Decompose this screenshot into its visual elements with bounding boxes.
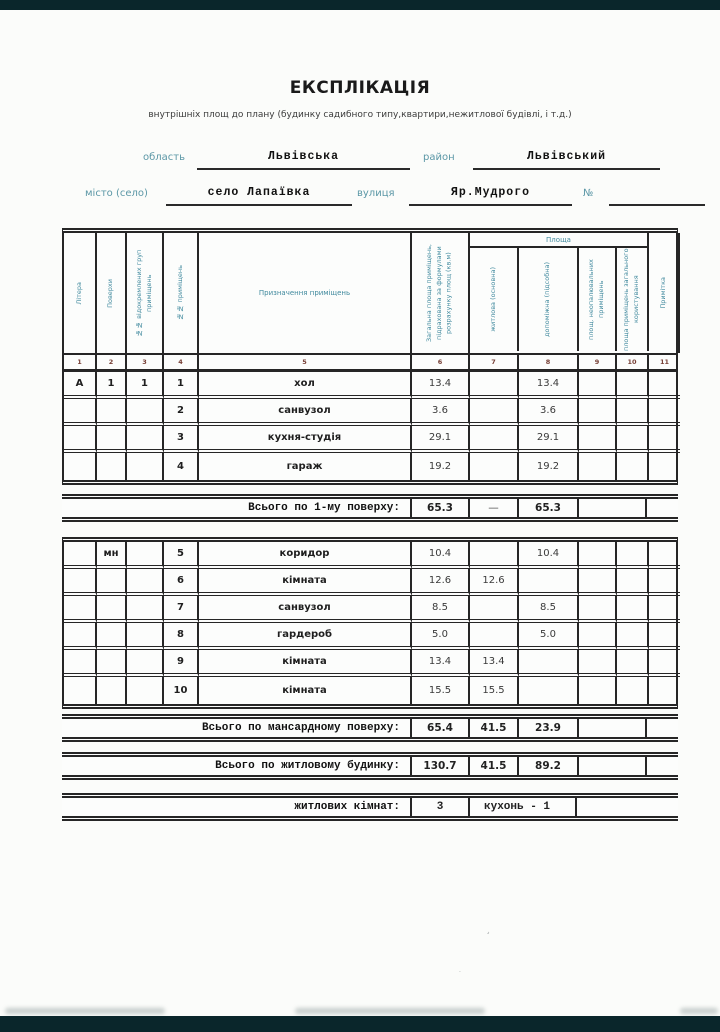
cell-group: [127, 453, 164, 480]
cell-living-area: [470, 426, 519, 453]
floor1-total-area: 65.3: [410, 499, 468, 517]
table-header: [64, 233, 676, 355]
cell-litera: [64, 426, 97, 453]
floor1-total-band: [62, 494, 678, 522]
table-row: [64, 623, 676, 650]
table-row: [64, 399, 676, 426]
cell-total-area: 13.4: [412, 650, 470, 677]
cell-aux-area: 13.4: [519, 372, 579, 399]
col-num: 9: [579, 355, 617, 369]
cell-floor: мн: [97, 542, 127, 569]
cell-group: [127, 399, 164, 426]
cell-common: [617, 399, 649, 426]
table-row: [64, 677, 676, 704]
cell-aux-area: 19.2: [519, 453, 579, 480]
cell-floor: 1: [97, 372, 127, 399]
cell-aux-area: 8.5: [519, 596, 579, 623]
building-aux-area: 89.2: [517, 757, 577, 775]
cell-litera: [64, 623, 97, 650]
cell-room-name: санвузол: [199, 399, 412, 426]
cell-living-area: [470, 372, 519, 399]
table-row: [64, 596, 676, 623]
cell-litera: [64, 399, 97, 426]
cell-common: [617, 372, 649, 399]
cell-living-area: [470, 542, 519, 569]
cell-room-name: кухня-студія: [199, 426, 412, 453]
col-num: 10: [617, 355, 649, 369]
cell-note: [649, 372, 680, 399]
cell-aux-area: [519, 569, 579, 596]
cell-litera: [64, 677, 97, 704]
cell-note: [649, 650, 680, 677]
cell-note: [649, 453, 680, 480]
cell-number: 7: [164, 596, 199, 623]
header-unheated: площ. неопалювальних приміщень: [579, 248, 617, 351]
cell-litera: А: [64, 372, 97, 399]
raion-value: Львівський: [526, 150, 606, 163]
mansard-total-band: [62, 714, 678, 742]
raion-label: район: [423, 152, 455, 163]
cell-total-area: 5.0: [412, 623, 470, 650]
cell-number: 2: [164, 399, 199, 426]
cell-common: [617, 623, 649, 650]
cell-group: [127, 569, 164, 596]
cell-unheated: [579, 623, 617, 650]
cell-living-area: [470, 399, 519, 426]
cell-floor: [97, 650, 127, 677]
header-note: Примітка: [649, 233, 680, 353]
building-total-label: Всього по житловому будинку:: [215, 760, 400, 772]
cell-room-name: гараж: [199, 453, 412, 480]
col-num: 2: [97, 355, 127, 369]
cell-aux-area: 29.1: [519, 426, 579, 453]
cell-common: [617, 596, 649, 623]
cell-total-area: 3.6: [412, 399, 470, 426]
rooms-count-label: житлових кімнат:: [294, 801, 400, 813]
col-num: 3: [127, 355, 164, 369]
cell-number: 5: [164, 542, 199, 569]
cell-room-name: санвузол: [199, 596, 412, 623]
misto-underline: [166, 204, 352, 206]
cell-unheated: [579, 677, 617, 704]
cell-unheated: [579, 372, 617, 399]
cell-aux-area: 5.0: [519, 623, 579, 650]
cell-common: [617, 569, 649, 596]
cell-unheated: [579, 542, 617, 569]
floor1-total-label: Всього по 1-му поверху:: [248, 502, 400, 514]
cell-group: [127, 596, 164, 623]
cell-litera: [64, 650, 97, 677]
cell-floor: [97, 399, 127, 426]
table-row: [64, 650, 676, 677]
header-total-area: Загальна площа приміщень, підрахована за формулами розрахунку площ (кв.м): [412, 233, 470, 353]
col-num: 7: [470, 355, 519, 369]
col-num: 1: [64, 355, 97, 369]
cell-common: [617, 650, 649, 677]
table-row: [64, 372, 676, 399]
cell-aux-area: 3.6: [519, 399, 579, 426]
cell-room-name: гардероб: [199, 623, 412, 650]
cell-floor: [97, 426, 127, 453]
cell-aux-area: [519, 677, 579, 704]
cell-litera: [64, 453, 97, 480]
cell-floor: [97, 596, 127, 623]
cell-total-area: 15.5: [412, 677, 470, 704]
cell-room-name: кімната: [199, 569, 412, 596]
cell-number: 1: [164, 372, 199, 399]
mansard-total-label: Всього по мансардному поверху:: [201, 722, 400, 734]
cell-group: 1: [127, 372, 164, 399]
header-poverhy: Поверхи: [97, 233, 127, 353]
cell-total-area: 29.1: [412, 426, 470, 453]
mansard-aux-area: 23.9: [517, 719, 577, 737]
cell-total-area: 13.4: [412, 372, 470, 399]
cell-floor: [97, 453, 127, 480]
table-row: [64, 542, 676, 569]
table-row: [64, 426, 676, 453]
building-total-area: 130.7: [410, 757, 468, 775]
header-group-numbers: №№ відокремлених груп приміщень: [127, 233, 164, 353]
building-empty-cell: [577, 757, 647, 775]
cell-living-area: [470, 453, 519, 480]
cell-aux-area: 10.4: [519, 542, 579, 569]
cell-number: 9: [164, 650, 199, 677]
cell-note: [649, 426, 680, 453]
floor1-aux-area: 65.3: [517, 499, 577, 517]
cell-common: [617, 542, 649, 569]
cell-total-area: 10.4: [412, 542, 470, 569]
mansard-living-area: 41.5: [468, 719, 517, 737]
cell-unheated: [579, 399, 617, 426]
cell-note: [649, 569, 680, 596]
mansard-empty-cell: [577, 719, 647, 737]
cell-floor: [97, 677, 127, 704]
page-subtitle: внутрішніх площ до плану (будинку садибного типу,квартири,нежитлової будівлі, і т.д.): [148, 110, 572, 120]
scan-top-bar: [0, 0, 720, 10]
cell-unheated: [579, 453, 617, 480]
cell-note: [649, 596, 680, 623]
cell-common: [617, 453, 649, 480]
cell-unheated: [579, 426, 617, 453]
header-living: житлова (основна): [470, 248, 519, 351]
cell-room-name: хол: [199, 372, 412, 399]
cell-common: [617, 426, 649, 453]
vulytsia-underline: [409, 204, 572, 206]
col-num: 4: [164, 355, 199, 369]
explication-table-mansard: [62, 537, 678, 709]
cell-litera: [64, 569, 97, 596]
cell-group: [127, 677, 164, 704]
misto-value: село Лапаївка: [207, 186, 311, 199]
building-living-area: 41.5: [468, 757, 517, 775]
cell-living-area: 13.4: [470, 650, 519, 677]
oblast-label: область: [143, 152, 186, 163]
cell-group: [127, 623, 164, 650]
rooms-count-band: [62, 793, 678, 821]
column-numbers-row: [64, 355, 676, 372]
cell-number: 3: [164, 426, 199, 453]
cell-group: [127, 650, 164, 677]
scan-speck: ¸: [486, 925, 491, 935]
cell-litera: [64, 542, 97, 569]
cell-litera: [64, 596, 97, 623]
header-area-group: [470, 233, 649, 353]
raion-underline: [473, 168, 660, 170]
cell-number: 4: [164, 453, 199, 480]
cell-unheated: [579, 569, 617, 596]
table-row: [64, 453, 676, 480]
scan-smudge: [680, 1008, 718, 1014]
header-litera: Літера: [64, 233, 97, 353]
cell-number: 10: [164, 677, 199, 704]
col-num: 11: [659, 358, 670, 366]
number-label: №: [583, 188, 594, 199]
cell-living-area: 15.5: [470, 677, 519, 704]
scan-bottom-bar: [0, 1016, 720, 1032]
cell-common: [617, 677, 649, 704]
cell-floor: [97, 623, 127, 650]
cell-note: [649, 399, 680, 426]
cell-number: 8: [164, 623, 199, 650]
cell-total-area: 8.5: [412, 596, 470, 623]
oblast-underline: [197, 168, 410, 170]
cell-note: [649, 677, 680, 704]
cell-living-area: [470, 623, 519, 650]
table-row: [64, 569, 676, 596]
cell-note: [649, 542, 680, 569]
cell-room-name: коридор: [199, 542, 412, 569]
cell-living-area: [470, 596, 519, 623]
number-underline: [609, 204, 705, 206]
kitchens-count-value: кухонь - 1: [468, 798, 577, 816]
cell-unheated: [579, 650, 617, 677]
mansard-total-area: 65.4: [410, 719, 468, 737]
page-title: ЕКСПЛІКАЦІЯ: [289, 78, 431, 98]
col-num: 6: [412, 355, 470, 369]
rooms-count-value: 3: [410, 798, 468, 816]
floor1-living-area: —: [468, 499, 517, 517]
building-total-band: [62, 752, 678, 780]
scan-smudge: [295, 1008, 485, 1014]
vulytsia-value: Яр.Мудрого: [450, 186, 530, 199]
col-num: 8: [519, 355, 579, 369]
header-room-numbers: №№ приміщень: [164, 233, 199, 353]
cell-total-area: 12.6: [412, 569, 470, 596]
cell-room-name: кімната: [199, 650, 412, 677]
scan-smudge: [5, 1008, 165, 1014]
scan-speck: ·: [459, 969, 461, 976]
cell-total-area: 19.2: [412, 453, 470, 480]
cell-aux-area: [519, 650, 579, 677]
cell-number: 6: [164, 569, 199, 596]
cell-room-name: кімната: [199, 677, 412, 704]
cell-floor: [97, 569, 127, 596]
vulytsia-label: вулиця: [357, 188, 395, 199]
header-auxiliary: допоміжна (підсобна): [519, 248, 579, 351]
cell-note: [649, 623, 680, 650]
header-purpose: Призначення приміщень: [199, 233, 412, 353]
col-num: 5: [199, 355, 412, 369]
cell-group: [127, 426, 164, 453]
cell-unheated: [579, 596, 617, 623]
cell-living-area: 12.6: [470, 569, 519, 596]
explication-table-floor1: [62, 228, 678, 485]
misto-label: місто (село): [85, 188, 148, 199]
oblast-value: Львівська: [267, 150, 340, 163]
header-common-use: площа приміщень загального користування: [617, 248, 649, 351]
floor1-empty-cell: [577, 499, 647, 517]
cell-group: [127, 542, 164, 569]
area-group-label: Площа: [470, 233, 649, 248]
